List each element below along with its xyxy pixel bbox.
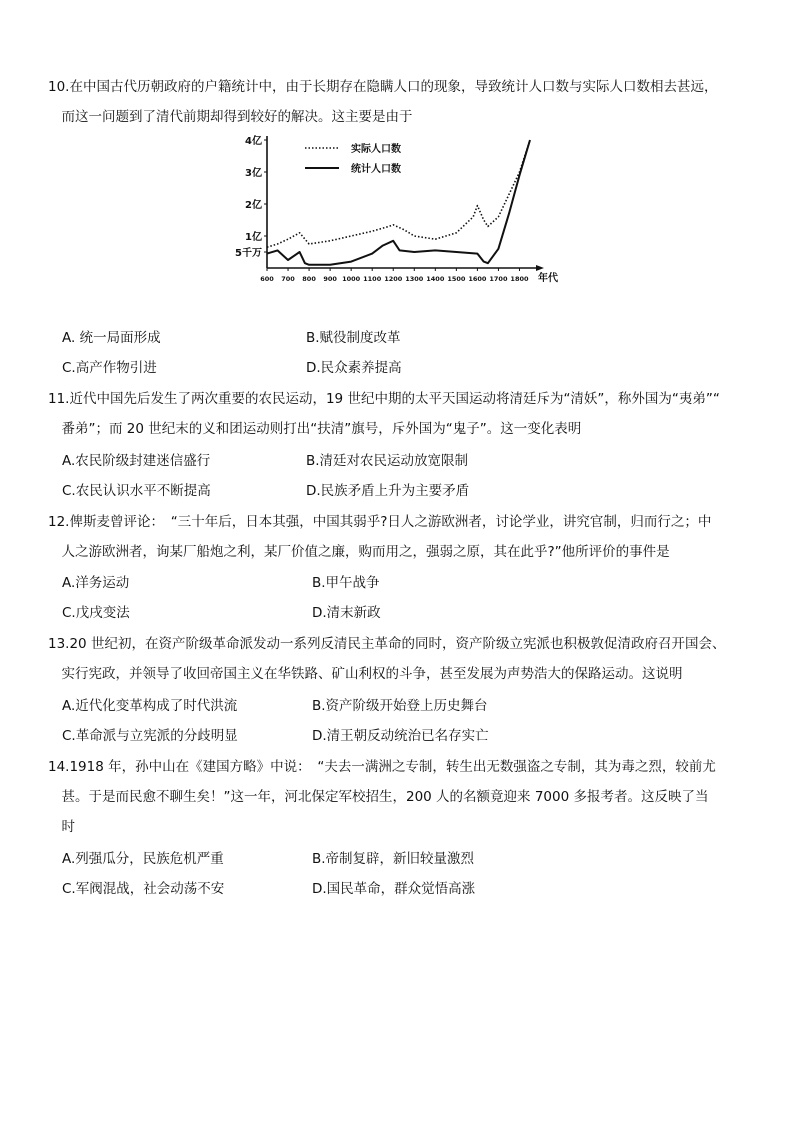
question-stem-line: 14.1918 年，孙中山在《建国方略》中说： “夫去一满洲之专制，转生出无数强盗之专制，其为毒之烈，较前尤	[48, 759, 716, 775]
series-actual-line	[267, 140, 530, 247]
x-axis-arrow	[536, 265, 544, 271]
option-a[interactable]: A.农民阶级封建迷信盛行	[62, 453, 211, 469]
option-b[interactable]: B.赋役制度改革	[306, 330, 401, 346]
question-11-stem	[48, 384, 758, 444]
question-10-options-row-1	[62, 323, 762, 353]
x-tick-label: 700	[281, 275, 295, 283]
x-tick-label: 1000	[342, 275, 361, 283]
population-line-chart	[225, 130, 570, 290]
option-d[interactable]: D.清王朝反动统治已名存实亡	[312, 728, 489, 744]
question-11-options-row-1	[62, 446, 762, 476]
question-12-options-row-2	[62, 598, 762, 628]
question-stem-line: 而这一问题到了清代前期却得到较好的解决。这主要是由于	[48, 109, 413, 125]
x-tick-label: 1500	[447, 275, 466, 283]
x-tick-label: 1100	[363, 275, 382, 283]
option-c[interactable]: C.军阀混战，社会动荡不安	[62, 881, 225, 897]
question-13-options-row-2	[62, 721, 762, 751]
legend-label: 实际人口数	[351, 144, 401, 155]
series-stat-line	[267, 140, 530, 265]
option-c[interactable]: C.革命派与立宪派的分歧明显	[62, 728, 238, 744]
x-tick-label: 1300	[405, 275, 424, 283]
y-tick-label: 4亿	[245, 136, 262, 147]
question-12-options-row-1	[62, 568, 762, 598]
question-stem-line: 人之游欧洲者，询某厂船炮之利，某厂价值之廉，购而用之，强弱之原，其在此乎?”他所评价的事件是	[48, 544, 670, 560]
question-stem-line: 实行宪政，并领导了收回帝国主义在华铁路、矿山利权的斗争，甚至发展为声势浩大的保路运动。这说明	[48, 666, 683, 682]
question-10-options-row-2	[62, 353, 762, 383]
x-tick-label: 900	[323, 275, 337, 283]
question-stem-line: 时	[48, 819, 75, 835]
option-d[interactable]: D.民众素养提高	[306, 360, 402, 376]
y-tick-label: 5千万	[235, 248, 262, 259]
question-14-stem	[48, 752, 758, 842]
y-tick-label: 3亿	[245, 168, 262, 179]
option-b[interactable]: B.清廷对农民运动放宽限制	[306, 453, 469, 469]
question-11-options-row-2	[62, 476, 762, 506]
option-d[interactable]: D.国民革命，群众觉悟高涨	[312, 881, 476, 897]
x-tick-label: 1800	[510, 275, 529, 283]
x-tick-label: 1400	[426, 275, 445, 283]
option-b[interactable]: B.甲午战争	[312, 575, 380, 591]
question-14-options-row-2	[62, 874, 762, 904]
x-tick-label: 800	[302, 275, 316, 283]
question-stem-line: 甚。于是而民愈不聊生矣！”这一年，河北保定军校招生，200 人的名额竟迎来 7000 多报考者。这反映了当	[48, 789, 709, 805]
option-a[interactable]: A.列强瓜分，民族危机严重	[62, 851, 224, 867]
question-12-stem	[48, 507, 758, 567]
y-tick-label: 2亿	[245, 200, 262, 211]
x-tick-label: 600	[260, 275, 274, 283]
option-d[interactable]: D.民族矛盾上升为主要矛盾	[306, 483, 470, 499]
option-a[interactable]: A. 统一局面形成	[62, 330, 161, 346]
legend-label: 统计人口数	[351, 164, 401, 175]
option-c[interactable]: C.高产作物引进	[62, 360, 157, 376]
option-a[interactable]: A.近代化变革构成了时代洪流	[62, 698, 238, 714]
option-b[interactable]: B.资产阶级开始登上历史舞台	[312, 698, 488, 714]
x-axis-label: 年代	[538, 273, 558, 284]
question-stem-line: 11.近代中国先后发生了两次重要的农民运动，19 世纪中期的太平天国运动将清廷斥为“清妖”，称外国为“夷弟”“	[48, 391, 720, 407]
x-tick-label: 1700	[489, 275, 508, 283]
x-tick-label: 1200	[384, 275, 403, 283]
question-stem-line: 13.20 世纪初，在资产阶级革命派发动一系列反清民主革命的同时，资产阶级立宪派也积极敦促清政府召开国会、	[48, 636, 726, 652]
option-d[interactable]: D.清末新政	[312, 605, 381, 621]
option-b[interactable]: B.帝制复辟，新旧较量激烈	[312, 851, 475, 867]
question-13-options-row-1	[62, 691, 762, 721]
option-c[interactable]: C.戊戌变法	[62, 605, 130, 621]
option-c[interactable]: C.农民认识水平不断提高	[62, 483, 211, 499]
question-stem-line: 10.在中国古代历朝政府的户籍统计中，由于长期存在隐瞒人口的现象，导致统计人口数与实际人口数相去甚远，	[48, 79, 718, 95]
question-14-options-row-1	[62, 844, 762, 874]
question-13-stem	[48, 629, 758, 689]
option-a[interactable]: A.洋务运动	[62, 575, 130, 591]
x-tick-label: 1600	[468, 275, 487, 283]
y-tick-label: 1亿	[245, 232, 262, 243]
question-stem-line: 番弟”；而 20 世纪末的义和团运动则打出“扶清”旗号，斥外国为“鬼子”。这一变化表明	[48, 421, 582, 437]
question-10-stem	[48, 72, 758, 132]
question-stem-line: 12.俾斯麦曾评论： “三十年后，日本其强，中国其弱乎?日人之游欧洲者，讨论学业，讲究官制，归而行之；中	[48, 514, 712, 530]
